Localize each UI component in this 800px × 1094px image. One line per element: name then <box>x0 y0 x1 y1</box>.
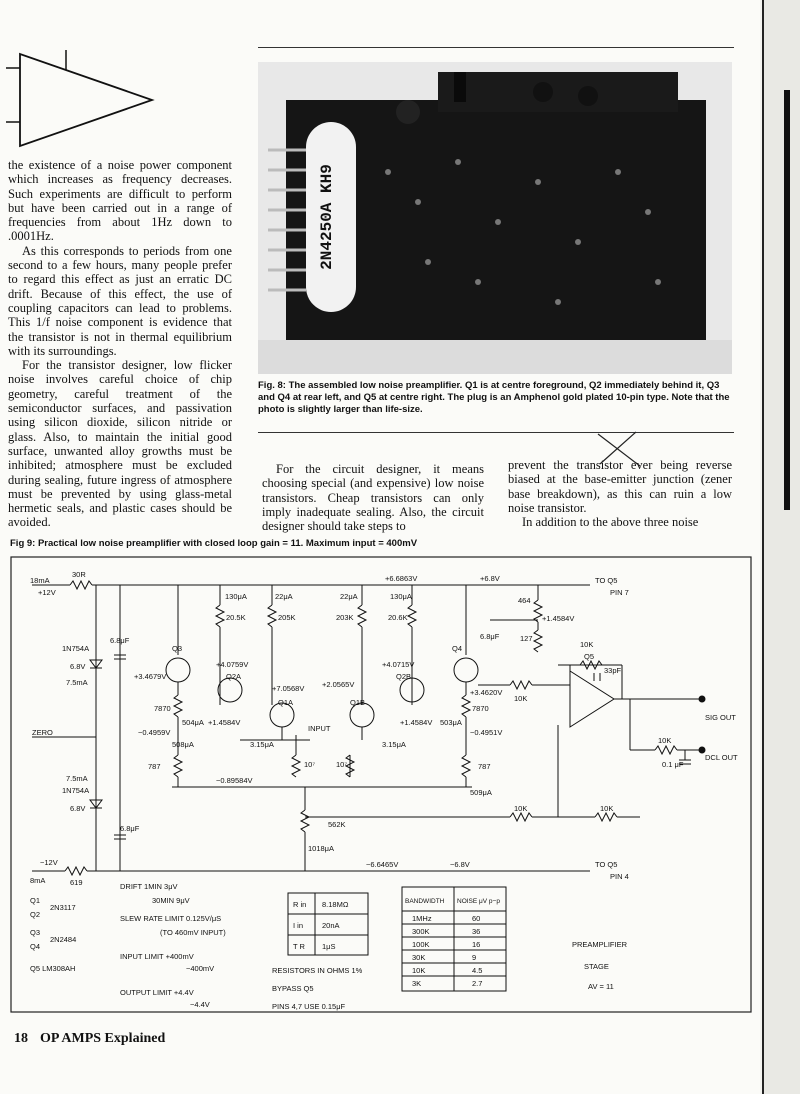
spec-note: INPUT LIMIT +400mV <box>120 952 194 961</box>
schematic-label: 1N754A <box>62 644 90 653</box>
schematic-label: 10K <box>514 694 528 703</box>
schematic-label: 7870 <box>154 704 171 713</box>
schematic-label: Q1A <box>278 698 294 707</box>
schematic-label: 504μA <box>182 718 204 727</box>
text-column-1 <box>8 158 232 530</box>
schematic-label: 18mA <box>30 576 50 585</box>
photo-caption: Fig. 8: The assembled low noise preamplifier. Q1 is at centre foreground, Q2 immediately behind it, Q3 and Q4 at rear left, and Q5 at centre right. The plug is an Amphenol gold plated 10-pin type. Note that the photo is slightly larger than life-size. <box>258 380 730 415</box>
transistor-label: Q4 <box>30 942 41 951</box>
photo-illustration <box>258 62 732 374</box>
schematic-label: +12V <box>38 588 56 597</box>
schematic-label: 7870 <box>472 704 489 713</box>
resistor-note: RESISTORS IN OHMS 1% <box>272 966 363 975</box>
paragraph: For the circuit designer, it means choosing special (and expensive) low noise transistors. Cheap transistors can only imply inadequate sealing. Also, the circuit designer should take steps to <box>262 462 484 534</box>
schematic-label: +3.4679V <box>134 672 167 681</box>
schematic-label: 10K <box>514 804 528 813</box>
noise-header: BANDWIDTH <box>405 898 445 905</box>
spec-note: −400mV <box>186 964 215 973</box>
schematic-label: −12V <box>40 858 58 867</box>
schematic-label: 1N754A <box>62 786 90 795</box>
schematic-label: +4.0759V <box>216 660 249 669</box>
schematic-label: Q3 <box>172 644 183 653</box>
schematic-label: Q2A <box>226 672 242 681</box>
schematic-label: +3.4620V <box>470 688 503 697</box>
schematic-label: PIN 7 <box>610 588 629 597</box>
schematic-label: 10K <box>658 736 672 745</box>
op-amp-triangle-icon <box>6 50 156 150</box>
param-cell: I in <box>293 921 304 930</box>
transistor-label: 2N3117 <box>50 903 76 912</box>
schematic-label: TO Q5 <box>595 576 618 585</box>
schematic-label: PIN 4 <box>610 872 629 881</box>
schematic-figure9 <box>10 555 752 1014</box>
schematic-label: 0.1 μF <box>662 760 684 769</box>
param-cell: R in <box>293 900 307 909</box>
spec-note: (TO 460mV INPUT) <box>160 928 226 937</box>
param-cell: T R <box>293 942 305 951</box>
schematic-label: +2.0565V <box>322 680 355 689</box>
schematic-label: 10K <box>580 640 594 649</box>
schematic-label: 20.5K <box>226 613 246 622</box>
schematic-label: 503μA <box>440 718 462 727</box>
schematic-label: 562K <box>328 820 346 829</box>
schematic-label: −0.89584V <box>216 776 253 785</box>
chip-marking: 2N4250A KH9 <box>318 164 336 270</box>
schematic-label: 3.15μA <box>382 740 406 749</box>
schematic-label: 1018μA <box>308 844 335 853</box>
schematic-label: 6.8V <box>70 804 86 813</box>
page-number: 18 <box>14 1031 28 1046</box>
schematic-label: 787 <box>478 762 491 771</box>
resistor-note: PINS 4,7 USE 0.15μF <box>272 1002 346 1011</box>
figure9-caption: Fig 9: Practical low noise preamplifier with closed loop gain = 11. Maximum input = 400mV <box>10 538 418 549</box>
spec-note: −4.4V <box>190 1000 210 1009</box>
spec-note: 30MIN 9μV <box>152 896 190 905</box>
schematic-label: 22μA <box>275 592 293 601</box>
noise-value-cell: 4.5 <box>472 966 483 975</box>
spec-note: OUTPUT LIMIT +4.4V <box>120 988 194 997</box>
noise-value-cell: 60 <box>472 914 481 923</box>
schematic-label: 6.8V <box>70 662 86 671</box>
schematic-label: Q4 <box>452 644 463 653</box>
stage-label: PREAMPLIFIER <box>572 940 628 949</box>
schematic-label: Q1B <box>350 698 366 707</box>
noise-value-cell: 9 <box>472 953 477 962</box>
schematic-label: 130μA <box>390 592 412 601</box>
schematic-label: +4.0715V <box>382 660 415 669</box>
spec-note: SLEW RATE LIMIT 0.125V/μS <box>120 914 222 923</box>
schematic-label: 20.6K <box>388 613 408 622</box>
schematic-label: 8mA <box>30 876 46 885</box>
schematic-label: Q2B <box>396 672 412 681</box>
stage-label: STAGE <box>584 962 609 971</box>
schematic-label: 3.15μA <box>250 740 274 749</box>
paragraph: prevent the transistor ever being reverse biased at the base-emitter junction (zener base breakdown), as this can ruin a low noise transistor. <box>508 458 732 515</box>
text-column-2 <box>262 462 484 533</box>
noise-bandwidth-cell: 300K <box>412 927 430 936</box>
transistor-label: Q3 <box>30 928 41 937</box>
photo-preamplifier <box>258 62 732 374</box>
noise-value-cell: 36 <box>472 927 481 936</box>
schematic-label: 10⁷ <box>304 760 316 769</box>
schematic-label: +1.4584V <box>208 718 241 727</box>
paragraph: For the transistor designer, low flicker noise involves careful choice of chip geometry, careful treatment of the semiconductor surfaces, and passivation using silicon dioxide, silicon nitride or glass. Also, to maintain the initial good surface, unwanted alloy growths must be inhibited; atmosphere must be excluded during sealing, future ingress of atmosphere must be prevented by using glass-metal hermetic seals, and plastic cases should be avoided. <box>8 358 232 530</box>
param-cell: 8.18MΩ <box>322 900 349 909</box>
publication-title: OP AMPS Explained <box>40 1031 166 1046</box>
spec-note: DRIFT 1MIN 3μV <box>120 882 178 891</box>
schematic-label: +1.4584V <box>542 614 575 623</box>
schematic-label: Q5 <box>584 652 595 661</box>
schematic-label: TO Q5 <box>595 860 618 869</box>
resistor-note: BYPASS Q5 <box>272 984 314 993</box>
schematic-label: −0.4959V <box>138 728 171 737</box>
paragraph: In addition to the above three noise <box>522 515 699 530</box>
schematic-label: 464 <box>518 596 531 605</box>
transistor-label: 2N2484 <box>50 935 77 944</box>
schematic-label: 203K <box>336 613 354 622</box>
schematic-label: 787 <box>148 762 161 771</box>
noise-bandwidth-cell: 1MHz <box>412 914 432 923</box>
transistor-label: Q2 <box>30 910 41 919</box>
schematic-label: 7.5mA <box>66 678 88 687</box>
schematic-label: −0.4951V <box>470 728 503 737</box>
schematic-label: 127 <box>520 634 533 643</box>
schematic-label: −6.6465V <box>366 860 399 869</box>
noise-bandwidth-cell: 3K <box>412 979 422 988</box>
schematic-label: INPUT <box>308 724 331 733</box>
schematic-label: ZERO <box>32 728 53 737</box>
schematic-label: 7.5mA <box>66 774 88 783</box>
noise-bandwidth-cell: 30K <box>412 953 426 962</box>
noise-bandwidth-cell: 100K <box>412 940 430 949</box>
pen-mark-icon <box>590 430 650 470</box>
transistor-label: Q5 LM308AH <box>30 964 76 973</box>
adjacent-page-edge <box>762 0 800 1094</box>
schematic-label: 30R <box>72 570 86 579</box>
paragraph: the existence of a noise power component which increases as frequency decreases. Such experiments are difficult to perform but have been carried out in a range of frequencies from about 1Hz down to .0001Hz. <box>8 158 232 244</box>
noise-header: NOISE μV p−p <box>457 898 500 905</box>
param-cell: 20nA <box>322 921 340 930</box>
schematic-label: 10⁷ <box>336 760 348 769</box>
schematic-label: 509μA <box>470 788 492 797</box>
noise-value-cell: 2.7 <box>472 979 483 988</box>
schematic-label: 10K <box>600 804 614 813</box>
noise-value-cell: 16 <box>472 940 481 949</box>
schematic-label: SIG OUT <box>705 713 736 722</box>
schematic-label: 22μA <box>340 592 358 601</box>
top-rule <box>258 47 734 48</box>
stage-label: AV = 11 <box>588 982 614 991</box>
paragraph: As this corresponds to periods from one second to a few hours, many people prefer to regard this effect as just an erratic DC drift. Because of this effect, the use of coupling capacitors can lead to problems. This 1/f noise component is evidence that the transistor is not in thermal equilibrium with its surroundings. <box>8 243 232 358</box>
schematic-label: 205K <box>278 613 296 622</box>
schematic-label: 508μA <box>172 740 194 749</box>
schematic-label: +1.4584V <box>400 718 433 727</box>
schematic-label: +6.8V <box>480 574 500 583</box>
schematic-label: 6.8μF <box>480 632 500 641</box>
param-cell: 1μS <box>322 942 336 951</box>
schematic-label: +7.0568V <box>272 684 305 693</box>
schematic-label: −6.8V <box>450 860 470 869</box>
mid-rule <box>258 432 734 433</box>
schematic-label: +6.6863V <box>385 574 418 583</box>
transistor-label: Q1 <box>30 896 41 905</box>
schematic-label: 6.8μF <box>110 636 130 645</box>
schematic-label: 33pF <box>604 666 622 675</box>
schematic-label: 130μA <box>225 592 247 601</box>
schematic-label: 619 <box>70 878 83 887</box>
schematic-label: DCL OUT <box>705 753 738 762</box>
schematic-label: 6.8μF <box>120 824 140 833</box>
noise-bandwidth-cell: 10K <box>412 966 426 975</box>
